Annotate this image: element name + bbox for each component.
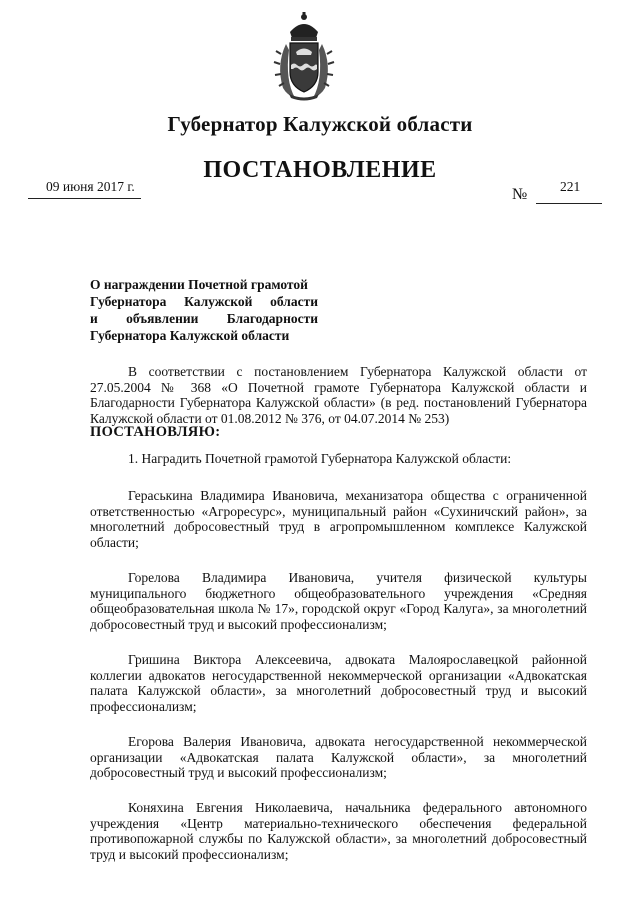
subject-line: Губернатора Калужской области: [90, 294, 318, 309]
subject-line: Губернатора Калужской области: [90, 328, 290, 343]
number-underline: [536, 203, 602, 204]
kaluga-coat-of-arms-icon: [273, 10, 335, 102]
decree-word: ПОСТАНОВЛЯЮ:: [90, 424, 221, 440]
subject-line: и объявлении Благодарности: [90, 311, 318, 326]
organization-title: Губернатор Калужской области: [167, 112, 473, 136]
subject-line: О награждении Почетной грамотой: [90, 277, 308, 292]
recipient-paragraph: Горелова Владимира Ивановича, учителя физической культуры муниципального бюджетного общеобразовательного учреждения «Средняя общеобразовательная школа № 17», городской округ «Город Калуга», за многолетний добросовестный труд и высокий профессионализм;: [90, 570, 587, 632]
document-date: 09 июня 2017 г.: [46, 179, 135, 194]
recipient-paragraph: Коняхина Евгения Николаевича, начальника федерального автономного учреждения «Центр материально-технического обеспечения федеральной противопожарной службы по Калужской области», за многолетний добросовестный труд и высокий профессионализм;: [90, 800, 587, 862]
document-type-title: ПОСТАНОВЛЕНИЕ: [203, 157, 437, 183]
document-number: 221: [560, 179, 581, 194]
preamble: [90, 364, 587, 426]
date-underline: [28, 198, 141, 199]
document-subject: [90, 276, 318, 344]
recipient-paragraph: Гераськина Владимира Ивановича, механизатора общества с ограниченной ответственностью «Агроресурс», муниципальный район «Сухиничский район», за многолетний добросовестный труд в агропромышленном комплексе Калужской области;: [90, 488, 587, 550]
number-sign: №: [512, 186, 528, 203]
recipient-paragraph: Гришина Виктора Алексеевича, адвоката Малоярославецкой районной коллегии адвокатов негосударственной некоммерческой организации «Адвокатская палата Калужской области», за многолетний добросовестный труд и высокий профессионализм;: [90, 652, 587, 714]
preamble-text: В соответствии с постановлением Губернатора Калужской области от 27.05.2004 № 368 «О Почетной грамоте Губернатора Калужской области и Благодарности Губернатора Калужской области» (в ред. постановлений Губернатора Калужской области от 01.08.2012 № 376, от 04.07.2014 № 253): [90, 364, 587, 426]
recipient-paragraph: Егорова Валерия Ивановича, адвоката негосударственной некоммерческой организации «Адвокатская палата Калужской области», за многолетний добросовестный труд и высокий профессионализм;: [90, 734, 587, 780]
item-1-heading: 1. Наградить Почетной грамотой Губернатора Калужской области:: [128, 451, 512, 466]
